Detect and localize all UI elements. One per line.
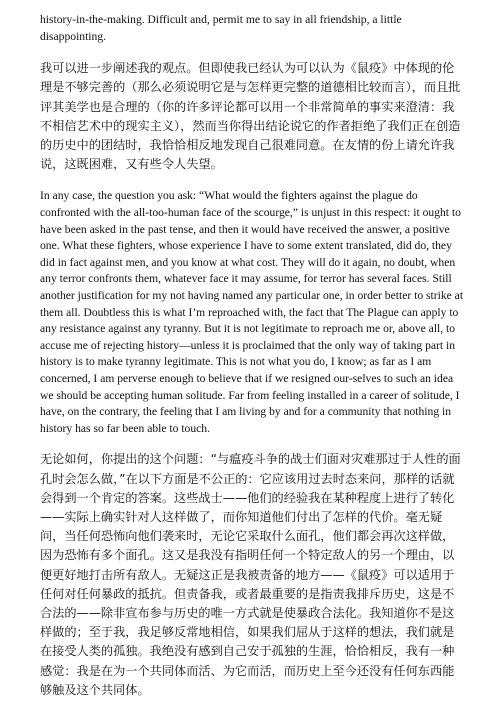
document-page <box>40 12 466 700</box>
paragraph-chinese-translation-1: 我可以进一步阐述我的观点。但即使我已经认为可以认为《鼠疫》中体现的伦理是不够完善的（那么必须说明它是与怎样更完整的道德相比较而言），而且批评其美学也是合理的（你的许多评论都可以用一个非常简单的事实来澄清：我不相信艺术中的现实主义），然而当你得出结论说它的作者拒绝了我们正在创造的历史中的团结时，我恰恰相反地发现自己很难同意。在友情的份上请允许我说，这既困难，又有些令人失望。 <box>40 61 461 172</box>
paragraph-english-main: In any case, the question you ask: “What would the fighters against the plague do confronted with the all-too-human face of the scourge,” is unjust in this respect: it ought to have been asked in the past tense, and then it would have received the answer, a positive one. What these fighters, whose experience I have to some extent translated, did do, they did in fact against men, and you know at what cost. They will do it again, no doubt, when any terror confronts them, whatever face it may assume, for terror has several faces. Still another justification for my not having named any particular one, in order better to strike at them all. Doubtless this is what I’m reproached with, the fact that The Plague can apply to any resistance against any tyranny. But it is not legitimate to reproach me or, above all, to accuse me of rejecting history—unless it is proclaimed that the only way of taking part in history is to make tyranny legitimate. This is not what you do, I know; as far as I am concerned, I am perverse enough to believe that if we resigned our-selves to such an idea we should be accepting human solitude. Far from feeling installed in a career of solitude, I have, on the contrary, the feeling that I am living by and for a community that nothing in history has so far been able to touch. <box>40 189 464 435</box>
paragraph-chinese-translation-2: 无论如何，你提出的这个问题：“与瘟疫斗争的战士们面对灾难那过于人性的面孔时会怎么做，”在以下方面是不公正的：它应该用过去时态来问，那样的话就会得到一个肯定的答案。这些战士——他们的经验我在某种程度上进行了转化——实际上确实针对人这样做了，而你知道他们付出了怎样的代价。毫无疑问，当任何恐怖向他们袭来时，无论它采取什么面孔，他们都会再次这样做，因为恐怖有多个面孔。这又是我没有指明任何一个特定敌人的另一个理由，以便更好地打击所有敌人。无疑这正是我被责备的地方——《鼠疫》可以适用于任何对任何暴政的抵抗。但责备我，或者最重要的是指责我排斥历史，这是不合法的——除非宣布参与历史的唯一方式就是使暴政合法化。我知道你不是这样做的；至于我，我足够反常地相信，如果我们屈从于这样的想法，我们就是在接受人类的孤独。我绝没有感到自己安于孤独的生涯，恰恰相反，我有一种感觉：我是在为一个共同体而活、为它而活，而历史上至今还没有任何东西能够触及这个共同体。 <box>40 452 461 697</box>
paragraph-english-continuation: history-in-the-making. Difficult and, permit me to say in all friendship, a little disappointing. <box>40 13 402 43</box>
